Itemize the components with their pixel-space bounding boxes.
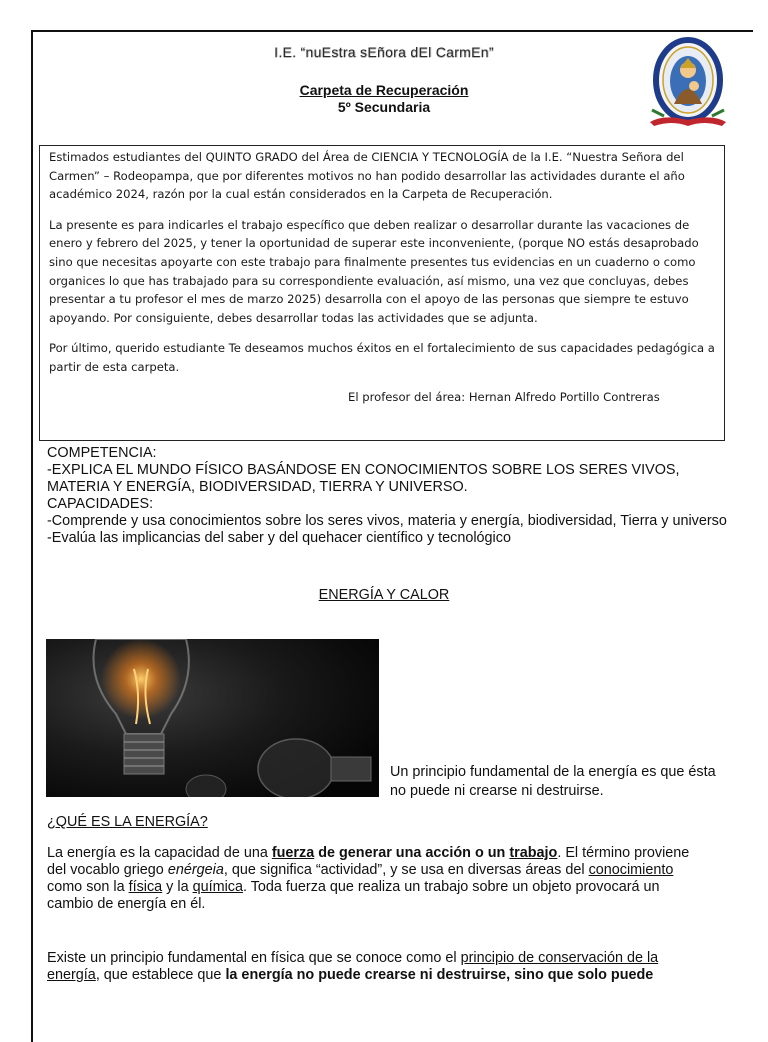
- conservation-paragraph: [47, 950, 707, 984]
- bold-statement: la energía no puede crearse ni destruirse, sino que solo puede: [225, 967, 654, 983]
- text-span: Existe un principio fundamental en física que se conoce como el: [47, 950, 461, 966]
- capacidad-item: -Evalúa las implicancias del saber y del quehacer científico y tecnológico: [47, 530, 511, 546]
- capacidad-item: -Comprende y usa conocimientos sobre los seres vivos, materia y energía, biodiversidad, Tierra y universo: [47, 513, 727, 529]
- text-span: como son la: [47, 879, 129, 895]
- letter-paragraph: La presente es para indicarles el trabajo específico que deben realizar o desarrollar durante las vacaciones de enero y febrero del 2025, y tener la oportunidad de superar este inconveniente, (porque NO estás desaprobado sino que necesitas apoyarte con este trabajo para finalmente presentes tus evidencias en un cuaderno o como organices lo que has trabajado para su correspondiente evaluación, así mismo, una vez que concluyas, debes presentar a tu profesor el mes de marzo 2025) desarrolla con el apoyo de las personas que siempre te estuvo apoyando. Por consiguiente, debes desarrollar todas las actividades que se adjunta.: [49, 217, 699, 325]
- capacidades-label: CAPACIDADES:: [47, 496, 154, 512]
- link-quimica[interactable]: química: [192, 879, 243, 895]
- text-span: , que establece que: [95, 967, 226, 983]
- link-conservation-principle[interactable]: principio de conservación de la: [460, 950, 659, 966]
- school-crest-icon: [644, 34, 732, 134]
- text-span: . Toda fuerza que realiza un trabajo sobre un objeto provocará un cambio de energía en él.: [47, 879, 660, 912]
- link-fisica[interactable]: física: [128, 879, 163, 895]
- text-span: La energía es la capacidad de una: [47, 845, 272, 861]
- text-span: de generar una acción o un: [314, 845, 510, 861]
- letter-box: [39, 145, 725, 441]
- question-heading: ¿QUÉ ES LA ENERGÍA?: [47, 814, 208, 830]
- term-fuerza: fuerza: [271, 845, 315, 861]
- text-span: y la: [162, 879, 193, 895]
- competencia-text: -EXPLICA EL MUNDO FÍSICO BASÁNDOSE EN CONOCIMIENTOS SOBRE LOS SERES VIVOS, MATERIA Y ENERGÍA, BIODIVERSIDAD, TIERRA Y UNIVERSO.: [47, 462, 680, 495]
- link-conocimiento[interactable]: conocimiento: [588, 862, 674, 878]
- section-title: ENERGÍA Y CALOR: [318, 587, 450, 603]
- energy-definition: [47, 845, 697, 913]
- text-span: , que significa “actividad”, y se usa en diversas áreas del: [223, 862, 589, 878]
- light-bulb-photo: [46, 639, 379, 797]
- document-title: Carpeta de Recuperación: [299, 82, 469, 98]
- term-trabajo: trabajo: [509, 845, 558, 861]
- competencia-label: COMPETENCIA:: [47, 445, 157, 461]
- school-name: I.E. “nuEstra sEñora dEl CarmEn”: [274, 44, 494, 60]
- principle-text: Un principio fundamental de la energía es que ésta no puede ni crearse ni destruirse.: [390, 764, 716, 799]
- letter-paragraph: Por último, querido estudiante Te deseamos muchos éxitos en el fortalecimiento de sus capacidades pedagógica a partir de esta carpeta.: [49, 341, 715, 374]
- link-energia[interactable]: energía: [47, 967, 96, 983]
- text-span: . El término proviene del vocablo griego: [47, 845, 690, 878]
- competencies-section: [47, 445, 727, 547]
- term-energeia: enérgeia: [167, 862, 224, 878]
- letter-paragraph: Estimados estudiantes del QUINTO GRADO del Área de CIENCIA Y TECNOLOGÍA de la I.E. “Nuestra Señora del Carmen” – Rodeopampa, que por diferentes motivos no han podido desarrollar las actividades durante el año académico 2024, razón por la cual están considerados en la Carpeta de Recuperación.: [49, 150, 685, 202]
- teacher-signature: El profesor del área: Hernan Alfredo Portillo Contreras: [348, 390, 660, 404]
- grade-subtitle: 5º Secundaria: [337, 99, 431, 115]
